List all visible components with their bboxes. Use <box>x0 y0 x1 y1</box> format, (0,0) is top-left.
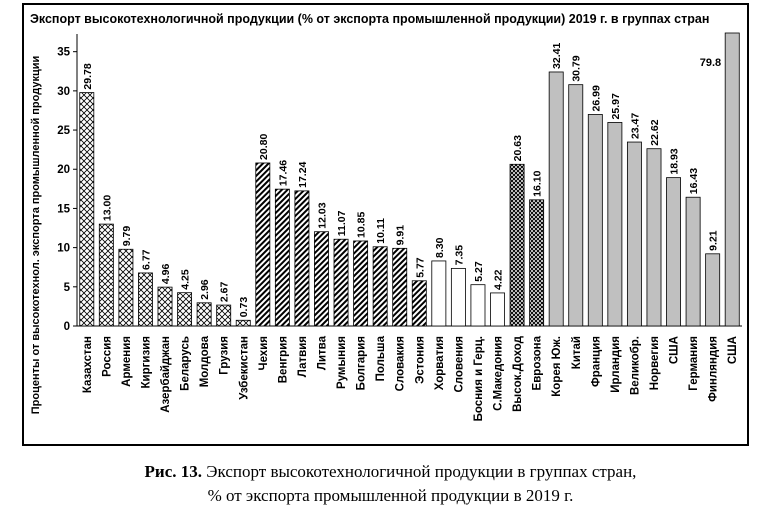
bar <box>217 305 231 326</box>
bar <box>373 247 387 326</box>
bar <box>236 320 250 326</box>
x-tick-label: Китай <box>570 336 583 370</box>
y-tick-label: 30 <box>57 85 70 98</box>
x-tick-label: Босния и Герц. <box>472 336 485 422</box>
bar <box>314 232 328 326</box>
bar <box>647 149 661 326</box>
value-label: 0.73 <box>238 296 251 318</box>
y-tick-label: 5 <box>63 281 70 294</box>
bar <box>393 248 407 326</box>
value-label: 10.11 <box>375 218 388 244</box>
bar <box>608 122 622 326</box>
bar <box>588 114 602 326</box>
y-tick-label: 35 <box>57 46 70 59</box>
value-label: 18.93 <box>668 148 681 175</box>
x-tick-label: Норвегия <box>648 336 661 391</box>
y-tick-label: 15 <box>57 203 70 216</box>
value-label: 79.8 <box>699 57 722 69</box>
value-label: 2.96 <box>199 279 212 300</box>
bar <box>80 93 94 326</box>
x-tick-label: Армения <box>120 336 133 387</box>
bar <box>119 249 133 326</box>
figure-caption <box>0 460 781 508</box>
x-tick-label: Казахстан <box>81 336 94 394</box>
value-label: 5.27 <box>472 261 485 282</box>
bar <box>275 189 289 326</box>
chart-title: Экспорт высокотехнологичной продукции (% от экспорта промышленной продукции) 2019 г. в группах стран <box>30 12 710 26</box>
value-label: 23.47 <box>629 112 642 140</box>
value-label: 9.79 <box>120 225 133 247</box>
bar <box>510 164 524 326</box>
bar <box>295 191 309 326</box>
bar <box>354 241 368 326</box>
bar <box>256 163 270 326</box>
value-label: 25.97 <box>609 93 622 120</box>
bar <box>471 285 485 326</box>
x-tick-label: Болгария <box>355 336 368 391</box>
x-tick-label: Румыния <box>336 336 349 389</box>
value-label: 4.22 <box>492 269 505 290</box>
bar <box>178 293 192 326</box>
x-tick-label: Германия <box>688 336 701 391</box>
value-label: 5.77 <box>414 257 427 278</box>
bar <box>432 261 446 326</box>
value-label: 12.03 <box>316 202 329 229</box>
y-axis-label: Проценты от высокотехнол. экспорта промышленной продукции <box>30 55 42 415</box>
x-tick-label: Ирландия <box>609 336 622 393</box>
bar <box>627 142 641 326</box>
chart-svg <box>24 5 747 444</box>
x-tick-label: Словакия <box>394 336 407 392</box>
value-label: 30.79 <box>570 55 583 82</box>
caption-label: Рис. 13. <box>144 462 203 481</box>
value-label: 20.63 <box>512 135 525 162</box>
x-tick-labels <box>82 335 739 421</box>
x-tick-label: США <box>668 336 681 365</box>
caption-line-1 <box>0 460 781 484</box>
value-label: 8.30 <box>433 237 446 258</box>
x-tick-label: Эстония <box>414 336 427 384</box>
x-tick-label: С.Македония <box>492 336 505 411</box>
x-tick-label: Грузия <box>218 336 231 375</box>
value-label: 10.85 <box>355 211 368 238</box>
x-tick-label: Беларусь <box>179 336 192 391</box>
x-tick-label: Латвия <box>296 336 309 378</box>
bar <box>412 281 426 326</box>
x-tick-label: Еврозона <box>531 336 544 391</box>
value-label: 9.21 <box>707 230 720 251</box>
x-tick-label: Франция <box>590 336 603 388</box>
value-label: 17.46 <box>277 159 290 187</box>
value-label: 6.77 <box>140 249 153 270</box>
bar <box>530 200 544 326</box>
x-tick-label: Молдова <box>199 336 212 388</box>
value-label: 4.25 <box>179 269 192 290</box>
value-label: 32.41 <box>551 42 564 69</box>
value-label: 16.10 <box>531 170 544 197</box>
value-label: 13.00 <box>101 194 114 222</box>
x-tick-label: Корея Юж. <box>551 336 564 397</box>
value-label: 9.91 <box>394 224 407 246</box>
y-tick-label: 25 <box>57 125 70 138</box>
bar <box>138 273 152 326</box>
x-tick-label: Узбекистан <box>238 336 251 400</box>
value-label: 11.07 <box>336 210 349 237</box>
x-tick-label: Россия <box>101 336 114 377</box>
x-tick-label: Словения <box>453 336 466 393</box>
bar <box>569 85 583 326</box>
bar <box>706 254 720 326</box>
x-tick-label: Венгрия <box>277 336 290 384</box>
x-tick-label: США <box>727 336 740 365</box>
value-label: 7.35 <box>453 244 466 266</box>
value-label: 17.24 <box>296 161 309 188</box>
y-tick-label: 20 <box>57 164 70 177</box>
value-label: 2.67 <box>218 281 231 303</box>
x-tick-label: Литва <box>316 336 329 371</box>
x-tick-label: Чехия <box>257 336 270 371</box>
bar <box>197 303 211 326</box>
x-tick-label: Высок.Доход <box>512 335 525 412</box>
bar <box>490 293 504 326</box>
x-tick-label: Хорватия <box>433 336 446 391</box>
bar <box>158 287 172 326</box>
x-tick-label: Азербайджан <box>160 336 173 413</box>
value-label: 4.96 <box>160 263 173 285</box>
y-tick-label: 0 <box>63 321 70 333</box>
x-tick-label: Киргизия <box>140 336 153 389</box>
value-label: 20.80 <box>257 133 270 160</box>
x-tick-label: Великобр. <box>629 336 642 396</box>
value-label: 22.62 <box>648 119 661 146</box>
bar <box>334 239 348 326</box>
value-label: 16.43 <box>688 167 701 195</box>
x-tick-label: Польша <box>375 336 388 382</box>
bar <box>99 224 113 326</box>
bar <box>451 268 465 326</box>
x-tick-label: Финляндия <box>707 336 720 402</box>
y-tick-label: 10 <box>57 242 70 255</box>
chart-frame <box>22 3 749 446</box>
caption-line-2: % от экспорта промышленной продукции в 2019 г. <box>207 486 574 505</box>
value-label: 26.99 <box>590 85 603 112</box>
bar <box>725 33 739 326</box>
bar <box>667 178 681 326</box>
bar <box>549 72 563 326</box>
value-label: 29.78 <box>81 63 94 90</box>
caption-text-1: Экспорт высокотехнологичной продукции в группах стран, <box>202 462 637 481</box>
bar <box>686 197 700 326</box>
